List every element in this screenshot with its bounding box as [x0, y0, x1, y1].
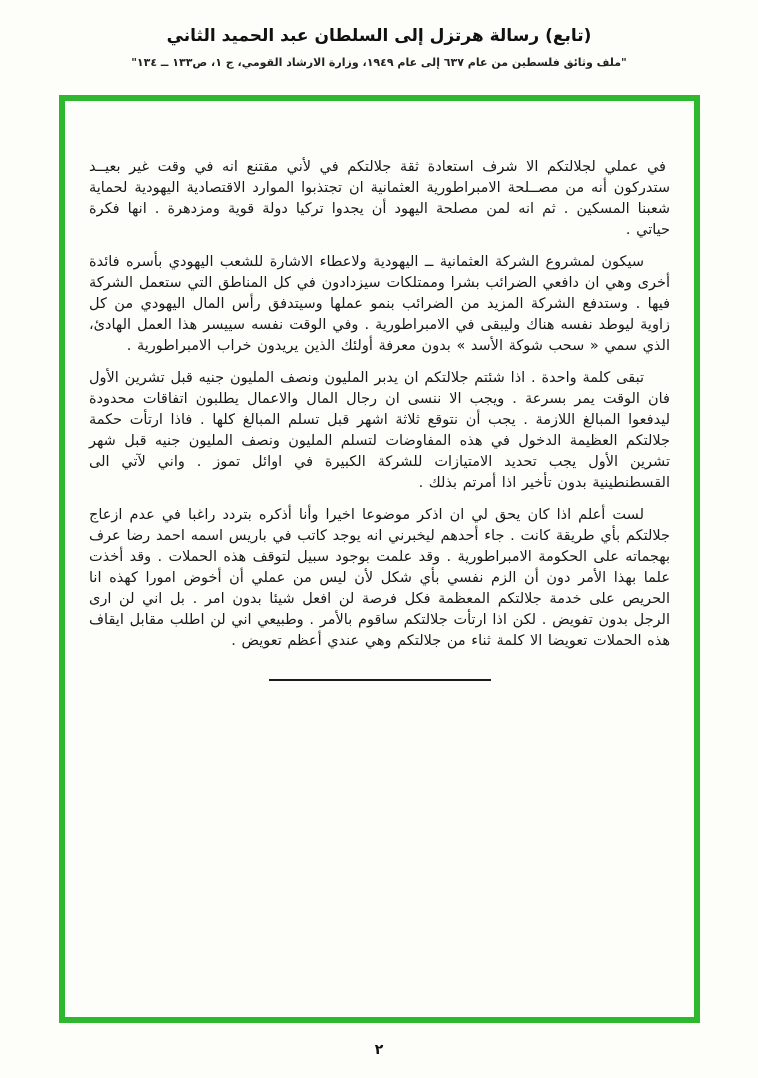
document-title: (تابع) رسالة هرتزل إلى السلطان عبد الحميد الثاني	[166, 26, 592, 46]
document-source-citation: "ملف وثائق فلسطين من عام ٦٣٧ إلى عام ١٩٤٩، وزارة الارشاد القومي، ج ١، ص١٣٣ ــ ١٣٤"	[131, 56, 627, 69]
document-header	[0, 0, 758, 69]
body-paragraph-4: لست أعلم اذا كان يحق لي ان اذكر موضوعا اخيرا وأنا أذكره بتردد راغبا في عدم ازعاج جلالتكم بأي طريقة كانت . جاء أحدهم ليخبرني انه يوجد كاتب في باريس اسمه احمد رضا عرف بهجماته على الحكومة الامبراطورية . وقد علمت بوجود سبيل لتوقف هذه الحملات . وقد أخذت علما بهذا الأمر دون أن الزم نفسي بأي شكل لأن ليس من عملي أن أخوض امورا كهذه انا الحريص على خدمة جلالتكم المعظمة فكل فرصة لن افعل شيئا بدون امر . بل اني لن ارى الرجل بدون تفويض . لكن اذا ارتأت جلالتكم ساقوم بالأمر . وطبيعي اني لن اطلب مقابل ايقاف هذه الحملات تعويضا الا كلمة ثناء من جلالتكم وهي عندي أعظم تعويض .	[89, 507, 670, 649]
document-frame	[59, 95, 700, 1023]
body-paragraph-1: في عملي لجلالتكم الا شرف استعادة ثقة جلالتكم في لأني مقتنع انه في وقت غير بعيــد ستدركون أنه من مصــلحة الامبراطورية العثمانية ان تجتذبوا الموارد الاقتصادية اليهودية لحماية شعبنا المسكين . ثم انه لمن مصلحة اليهود أن يجدوا تركيا دولة قوية ومزدهرة . انها فكرة حياتي .	[89, 159, 670, 238]
signature-divider	[269, 679, 491, 681]
body-paragraph-3: تبقى كلمة واحدة . اذا شئتم جلالتكم ان يدبر المليون ونصف المليون جنيه قبل تشرين الأول فان الوقت يمر بسرعة . ويجب الا ننسى ان رجال المال والاعمال يطلبون اتفاقات محدودة ليدفعوا المبالغ اللازمة . يجب أن نتوقع ثلاثة اشهر قبل تسلم المبالغ كلها . فاذا ارتأت حكمة جلالتكم العظيمة الدخول في هذه المفاوضات لتسلم المليون ونصف المليون جنيه قبل شهر تشرين الأول يجب تحديد الامتيازات للشركة الكبيرة في اوائل تموز . واني لآتي الى القسطنطينية بدون تأخير اذا أمرتم بذلك .	[89, 370, 670, 491]
body-paragraph-2: سيكون لمشروع الشركة العثمانية ــ اليهودية ولاعطاء الاشارة للشعب اليهودي بأسره فائدة أخرى وهي ان دافعي الضرائب بشرا وممتلكات سيزدادون في كل المناطق التي ستعمل الشركة فيها . وستدفع الشركة المزيد من الضرائب بنمو عملها وسيتدفق رأس المال اليهودي من كل زاوية ليوطد نفسه هناك وليبقى في الامبراطورية . وفي الوقت نفسه سييسر هذا العمل الهادئ، الذي سمي « سحب شوكة الأسد » بدون معرفة أولئك الذين يريدون خراب الامبراطورية .	[89, 254, 670, 354]
page-number: ٢	[374, 1042, 384, 1058]
